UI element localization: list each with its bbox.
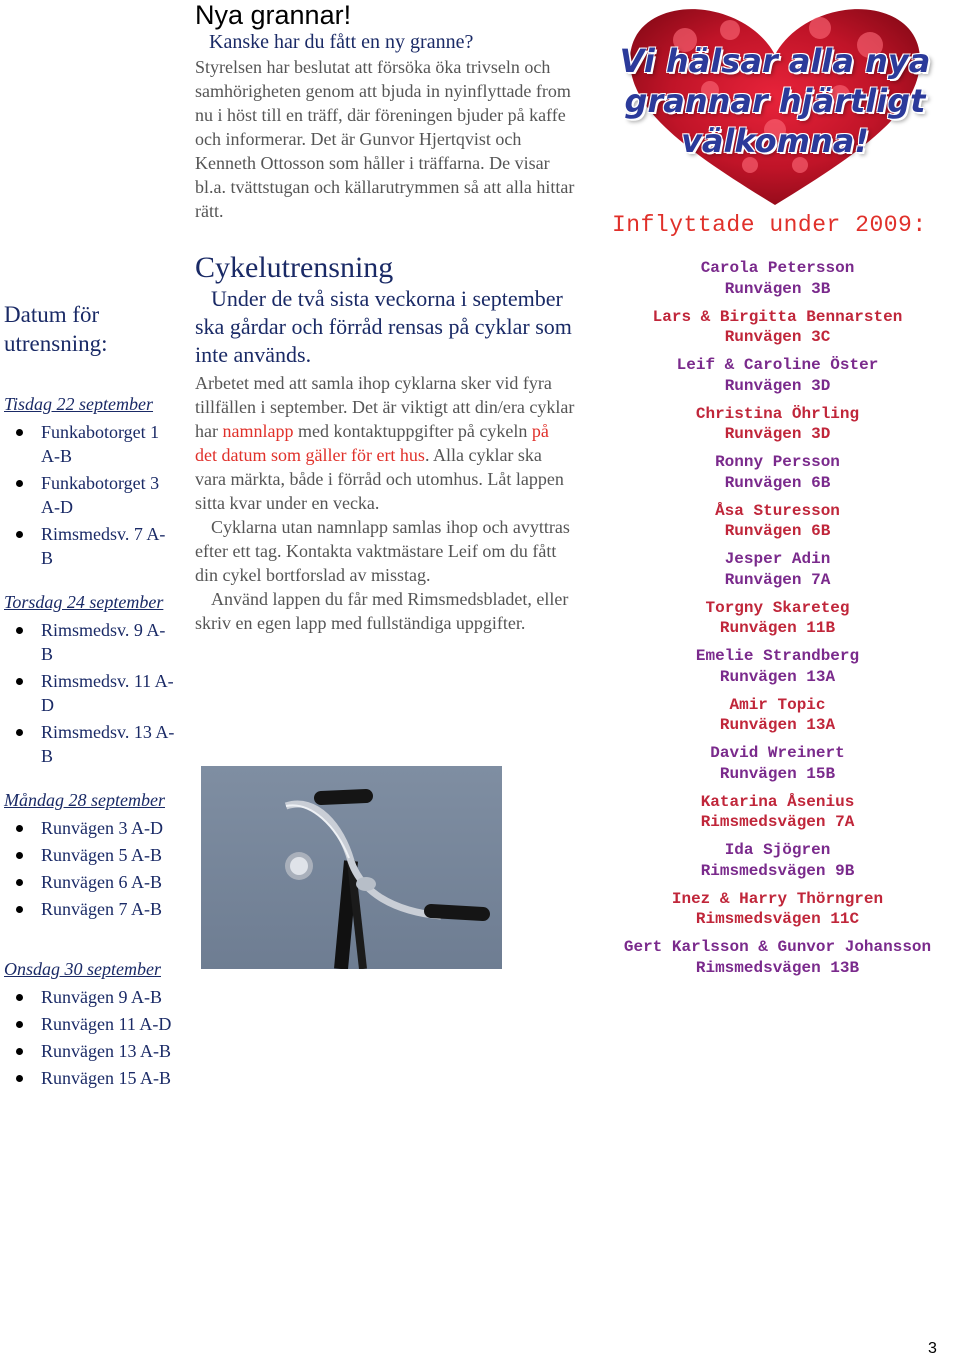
resident-name: Jesper Adin bbox=[724, 550, 831, 568]
welcome-line-2: grannar hjärtligt bbox=[624, 82, 926, 120]
cycle-paragraph-2: Cyklarna utan namnlapp samlas ihop och avyttras efter ett tag. Kontakta vaktmästare Leif om du fått din cykel bortforslad av misstag. bbox=[195, 517, 570, 585]
resident-address: Runvägen 3D bbox=[724, 425, 831, 443]
resident-name: Leif & Caroline Öster bbox=[676, 356, 879, 374]
schedule-address-item: Runvägen 13 A-B bbox=[4, 1039, 176, 1063]
schedule-address-item: Rimsmedsv. 13 A-B bbox=[4, 720, 176, 768]
neighbors-heading: Nya grannar! bbox=[195, 0, 352, 30]
schedule-address-list bbox=[4, 985, 184, 1090]
resident-name: Amir Topic bbox=[729, 695, 826, 714]
resident-entry bbox=[600, 452, 955, 493]
cycle-paragraph-3: Använd lappen du får med Rimsmedsbladet, eller skriv en egen lapp med fullständiga uppgifter. bbox=[195, 589, 569, 633]
resident-entry bbox=[600, 501, 955, 542]
schedule-address-item: Rimsmedsv. 9 A-B bbox=[4, 618, 176, 666]
resident-address: Rimsmedsvägen 13B bbox=[695, 958, 860, 977]
schedule-date: Torsdag 24 september bbox=[4, 592, 164, 612]
schedule-title: Datum för utrensning: bbox=[4, 302, 108, 356]
schedule-address-item: Runvägen 6 A-B bbox=[4, 870, 176, 894]
resident-address: Rimsmedsvägen 7A bbox=[700, 813, 855, 831]
neighbors-subtitle: Kanske har du fått en ny granne? bbox=[209, 31, 474, 53]
resident-name: Katarina Åsenius bbox=[700, 792, 855, 811]
resident-entry bbox=[600, 889, 955, 930]
bicycle-handlebar-image bbox=[201, 766, 502, 969]
cycle-p1-highlight-namnlapp: namnlapp bbox=[222, 421, 294, 441]
schedule-date: Tisdag 22 september bbox=[4, 394, 154, 414]
resident-name: Inez & Harry Thörngren bbox=[671, 889, 884, 908]
resident-address: Rimsmedsvägen 9B bbox=[700, 861, 855, 880]
schedule-address-list bbox=[4, 618, 184, 768]
schedule-date: Onsdag 30 september bbox=[4, 959, 161, 979]
resident-name: Lars & Birgitta Bennarsten bbox=[652, 307, 903, 326]
resident-entry bbox=[600, 307, 955, 348]
cycle-subtitle bbox=[195, 285, 575, 369]
resident-address: Runvägen 15B bbox=[719, 764, 836, 783]
resident-entry bbox=[600, 258, 955, 299]
resident-entry bbox=[600, 695, 955, 736]
cycle-subtitle-text: Under de två sista veckorna i september ska gårdar och förråd rensas på cyklar som inte används. bbox=[195, 286, 572, 367]
schedule-address-item: Funkabotorget 1 A-B bbox=[4, 420, 176, 468]
cycle-paragraph-1 bbox=[195, 371, 575, 515]
resident-name: David Wreinert bbox=[710, 744, 845, 762]
resident-address: Runvägen 6B bbox=[724, 473, 831, 492]
resident-address: Runvägen 3C bbox=[724, 328, 831, 346]
resident-name: Ida Sjögren bbox=[724, 841, 831, 859]
cycle-p1-text-a: Arbetet med att samla ihop cyklarna sker vid fyra tillfällen i september. Det är viktigt att din/era cyklar har bbox=[195, 373, 575, 441]
resident-name: Torgny Skareteg bbox=[705, 598, 850, 617]
resident-address: Runvägen 13A bbox=[719, 667, 836, 686]
new-residents-heading: Inflyttade under 2009: bbox=[612, 212, 927, 238]
resident-entry bbox=[600, 840, 955, 881]
resident-address: Runvägen 13A bbox=[719, 716, 836, 734]
schedule-date: Måndag 28 september bbox=[4, 790, 165, 810]
resident-address: Runvägen 3B bbox=[724, 279, 831, 298]
neighbors-body: Styrelsen har beslutat att försöka öka trivseln och samhörigheten genom att bjuda in nyinflyttade from nu i höst till en träff, där föreningen bjuder på kaffe och informerar. Det är Gunvor Hjertqvist och Kenneth Ottosson som håller i träffarna. De visar bl.a. tvättstugan och källarutrymmen så att alla hittar rätt. bbox=[195, 57, 575, 221]
new-residents-list bbox=[600, 258, 955, 986]
welcome-line-1: Vi hälsar alla nya bbox=[619, 42, 931, 80]
resident-entry bbox=[600, 598, 955, 639]
resident-name: Christina Öhrling bbox=[695, 404, 860, 423]
resident-address: Runvägen 11B bbox=[719, 619, 836, 637]
resident-entry bbox=[600, 355, 955, 396]
schedule-address-item: Runvägen 5 A-B bbox=[4, 843, 176, 867]
cycle-p1-text-c: . Alla cyklar ska vara märkta, både i förråd och utomhus. Låt lappen sitta kvar under en vecka. bbox=[195, 445, 564, 513]
page-number: 3 bbox=[928, 1340, 937, 1357]
schedule-address-list bbox=[4, 816, 184, 921]
schedule-address-item: Rimsmedsv. 11 A-D bbox=[4, 669, 176, 717]
cycle-p1-highlight-datum: på det datum som gäller för ert hus bbox=[195, 421, 549, 465]
schedule-address-list bbox=[4, 420, 184, 570]
cycle-heading: Cykelutrensning bbox=[195, 251, 394, 284]
resident-name: Emelie Strandberg bbox=[695, 647, 860, 665]
resident-address: Runvägen 6B bbox=[724, 522, 831, 540]
welcome-hero bbox=[590, 0, 960, 215]
schedule-days bbox=[4, 392, 184, 1090]
resident-name: Carola Petersson bbox=[700, 259, 855, 277]
schedule-address-item: Runvägen 7 A-B bbox=[4, 897, 176, 921]
resident-address: Runvägen 3D bbox=[724, 376, 831, 395]
resident-entry bbox=[600, 792, 955, 833]
resident-name: Gert Karlsson & Gunvor Johansson bbox=[623, 938, 932, 956]
schedule-address-item: Runvägen 15 A-B bbox=[4, 1066, 176, 1090]
schedule-address-item: Runvägen 11 A-D bbox=[4, 1012, 176, 1036]
resident-address: Runvägen 7A bbox=[724, 570, 831, 589]
bicycle-handlebar-photo bbox=[201, 766, 502, 969]
resident-entry bbox=[600, 646, 955, 687]
schedule-address-item: Runvägen 3 A-D bbox=[4, 816, 176, 840]
cleanup-schedule bbox=[4, 300, 184, 1110]
welcome-line-3: välkomna! bbox=[681, 122, 869, 160]
schedule-address-item: Funkabotorget 3 A-D bbox=[4, 471, 176, 519]
resident-entry bbox=[600, 404, 955, 445]
resident-name: Ronny Persson bbox=[715, 453, 840, 471]
schedule-address-item: Runvägen 9 A-B bbox=[4, 985, 176, 1009]
resident-entry bbox=[600, 937, 955, 978]
resident-address: Rimsmedsvägen 11C bbox=[695, 910, 860, 928]
middle-column bbox=[195, 0, 575, 635]
cycle-p1-text-b: med kontaktuppgifter på cykeln bbox=[293, 421, 532, 441]
schedule-address-item: Rimsmedsv. 7 A-B bbox=[4, 522, 176, 570]
resident-entry bbox=[600, 549, 955, 590]
resident-entry bbox=[600, 743, 955, 784]
resident-name: Åsa Sturesson bbox=[715, 501, 840, 520]
